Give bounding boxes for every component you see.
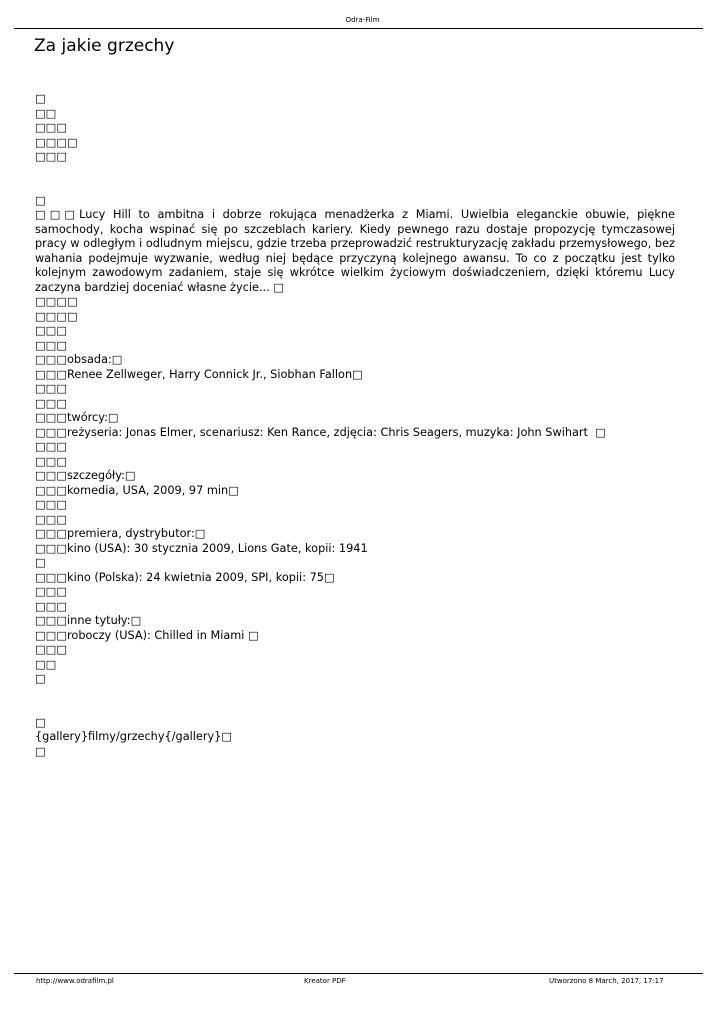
text-line: □□□ — [35, 150, 68, 163]
spacer — [35, 701, 675, 716]
header-divider — [14, 28, 703, 29]
text-line: □ — [35, 193, 46, 207]
text-line: □ — [35, 715, 46, 729]
header-site-name: Odra-Film — [345, 16, 380, 24]
text-line: □ — [35, 744, 46, 758]
spacer — [35, 687, 675, 702]
cast-heading: □□□obsada:□ — [35, 353, 123, 366]
text-line: □□□ — [35, 599, 68, 613]
footer-divider — [14, 973, 703, 974]
gallery-tag: {gallery}filmy/grzechy{/gallery}□ — [35, 730, 233, 743]
text-line: □□□ — [35, 396, 68, 410]
text-line: □□□ — [35, 324, 68, 337]
text-line: □□□ — [35, 643, 68, 656]
details-heading: □□□szczegóły:□ — [35, 469, 136, 482]
page-title: Za jakie grzechy — [34, 36, 175, 56]
other-titles-heading: □□□inne tytuły:□ — [35, 614, 142, 627]
footer-generator: Kreator PDF — [304, 977, 346, 985]
creators-heading: □□□twórcy:□ — [35, 411, 119, 424]
premiere-poland: □□□kino (Polska): 24 kwietnia 2009, SPI, kopii: 75□ — [35, 570, 335, 584]
text-line: □□□ — [35, 585, 68, 598]
text-line: □□ — [35, 657, 57, 671]
text-line: □□ — [35, 106, 57, 120]
text-line: □□□ — [35, 440, 68, 453]
premiere-heading: □□□premiera, dystrybutor:□ — [35, 527, 206, 540]
other-titles-value: □□□roboczy (USA): Chilled in Miami □ — [35, 628, 259, 642]
text-line: □□□□ — [35, 135, 78, 149]
text-line: □□□□ — [35, 295, 78, 308]
spacer — [35, 165, 675, 180]
spacer — [35, 179, 675, 194]
text-line: □□□ — [35, 382, 68, 395]
text-line: □□□ — [35, 512, 68, 526]
text-line: □ — [35, 672, 46, 685]
text-line: □ — [35, 556, 46, 569]
details-value: □□□komedia, USA, 2009, 97 min□ — [35, 483, 239, 497]
footer-created: Utworzono 8 March, 2017, 17:17 — [549, 977, 664, 985]
text-line: □□□ — [35, 121, 68, 134]
article-body — [35, 92, 675, 759]
text-line: □□□ — [35, 454, 68, 468]
cast-value: □□□Renee Zellweger, Harry Connick Jr., Siobhan Fallon□ — [35, 367, 363, 381]
creators-value: □□□reżyseria: Jonas Elmer, scenariusz: Ken Rance, zdjęcia: Chris Seagers, muzyka: John Swihart □ — [35, 425, 606, 439]
film-description: □□□Lucy Hill to ambitna i dobrze rokująca menadżerka z Miami. Uwielbia eleganckie obuwie, piękne samochody, kocha wspinać się po szczeblach kariery. Kiedy pewnego razu dostaje propozycję tymczasowej pracy w odległym i odludnym miejscu, gdzie trzeba przeprowadzić restrukturyzację zakładu przemysłowego, bez wahania podejmuje wyzwanie, według niej będące przyczyną kolejnego awansu. To co z początku jest tylko kolejnym zawodowym zadaniem, staje się wkrótce wielkim życiowym doświadczeniem, dzięki któremu Lucy zaczyna bardziej doceniać własne życie... □ — [35, 208, 675, 294]
text-line: □□□ — [35, 338, 68, 352]
text-line: □ — [35, 92, 46, 105]
text-line: □□□□ — [35, 309, 78, 323]
footer-url: http://www.odrafilm.pl — [36, 977, 114, 985]
text-line: □□□ — [35, 498, 68, 511]
premiere-usa: □□□kino (USA): 30 stycznia 2009, Lions Gate, kopii: 1941 — [35, 541, 368, 555]
